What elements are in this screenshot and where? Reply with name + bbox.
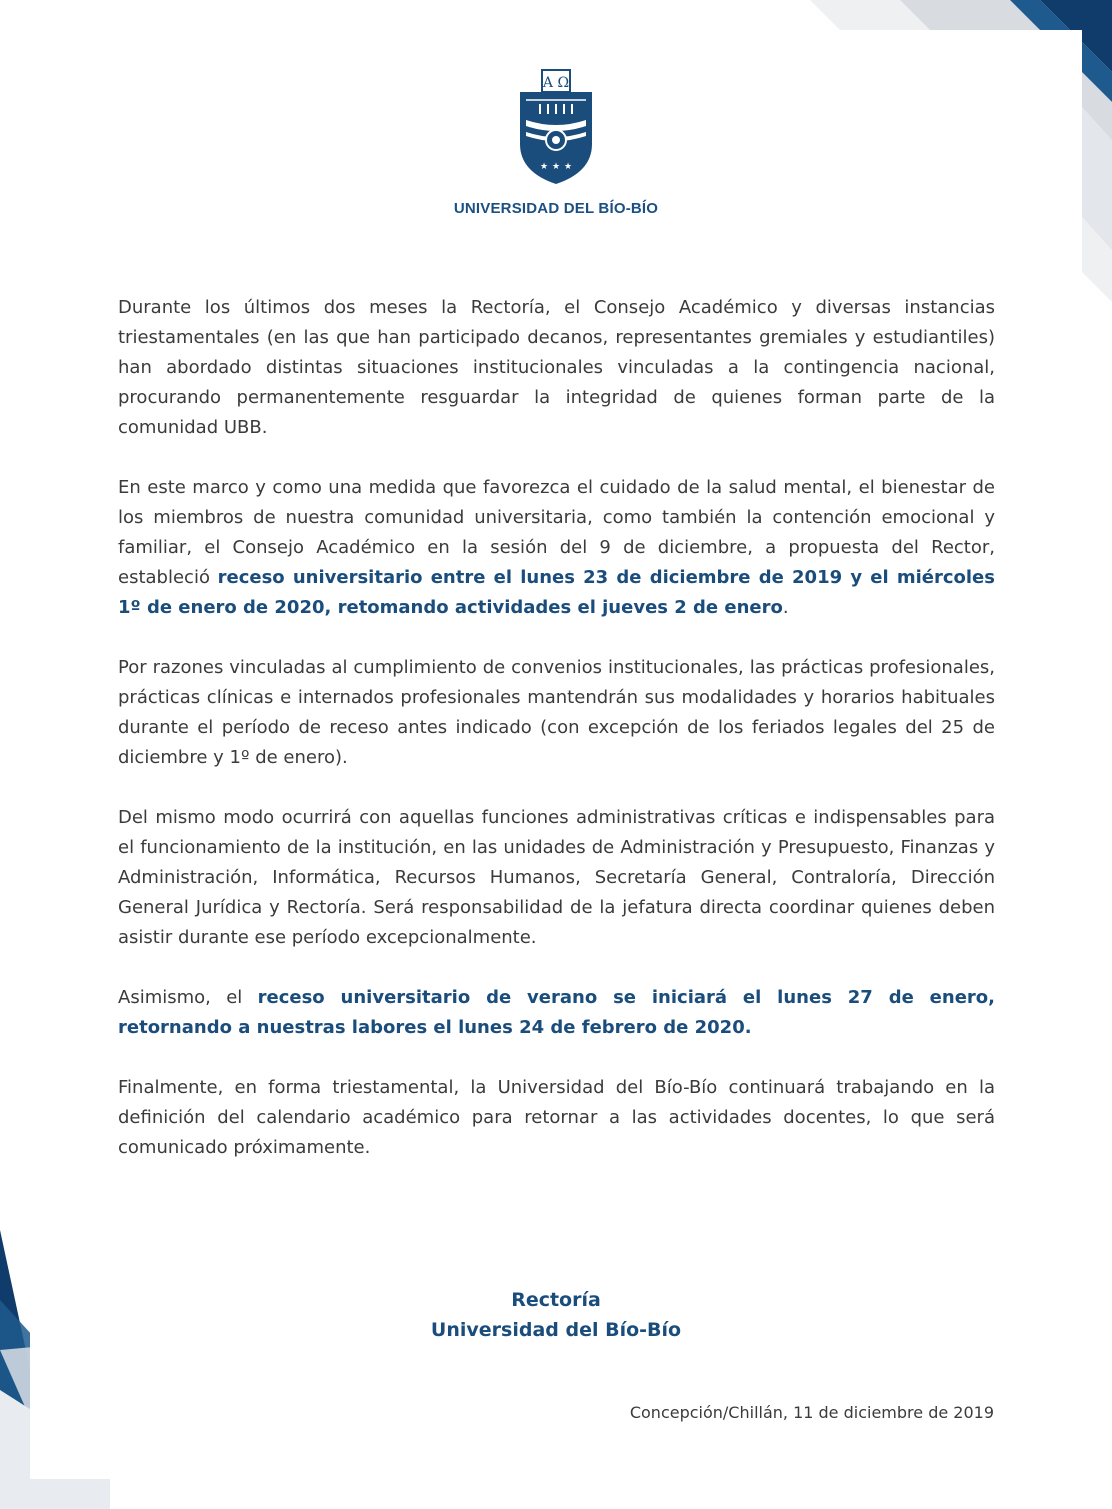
paragraph-2 <box>118 473 995 623</box>
paragraph-2-end: . <box>782 597 789 618</box>
paragraph-2-start: En este marco y como una medida que favorezca el cuidado de la salud mental, el bienestar de los miembros de nuestra comunidad universitaria, como también la contención emocional y familiar, el Consejo Académico en la sesión del 9 de diciembre, a propuesta del Rector, estableció <box>118 477 995 588</box>
university-name: UNIVERSIDAD DEL BÍO-BÍO <box>453 200 659 217</box>
paragraph-5 <box>118 983 995 1043</box>
signature-line-1: Rectoría <box>511 1289 601 1311</box>
paragraph-4: Del mismo modo ocurrirá con aquellas funciones administrativas críticas e indispensables para el funcionamiento de la institución, en las unidades de Administración y Presupuesto, Finanzas y Administración, Informática, Recursos Humanos, Secretaría General, Contraloría, Dirección General Jurídica y Rectoría. Será responsabilidad de la jefatura directa coordinar quienes deben asistir durante ese período excepcionalmente. <box>118 807 995 948</box>
signature-line-2: Universidad del Bío-Bío <box>430 1319 682 1341</box>
letter-body <box>118 293 995 1193</box>
svg-text:★: ★ <box>539 161 549 171</box>
date-line: Concepción/Chillán, 11 de diciembre de 2019 <box>629 1403 994 1422</box>
svg-text:★: ★ <box>563 161 573 171</box>
signature-block <box>0 1285 1112 1345</box>
letterhead <box>0 68 1112 217</box>
paragraph-5-highlight: receso universitario de verano se iniciará el lunes 27 de enero, retornando a nuestras labores el lunes 24 de febrero de 2020. <box>118 987 995 1038</box>
paragraph-3: Por razones vinculadas al cumplimiento de convenios institucionales, las prácticas profesionales, prácticas clínicas e internados profesionales mantendrán sus modalidades y horarios habituales durante el período de receso antes indicado (con excepción de los feriados legales del 25 de diciembre y 1º de enero). <box>118 657 995 768</box>
paragraph-6: Finalmente, en forma triestamental, la Universidad del Bío-Bío continuará trabajando en la definición del calendario académico para retornar a las actividades docentes, lo que será comunicado próximamente. <box>118 1077 995 1158</box>
svg-text:A Ω: A Ω <box>542 75 570 91</box>
paragraph-5-start: Asimismo, el <box>118 987 258 1008</box>
paragraph-2-highlight: receso universitario entre el lunes 23 de diciembre de 2019 y el miércoles 1º de enero de 2020, retomando actividades el jueves 2 de enero <box>118 567 995 618</box>
svg-text:★: ★ <box>551 161 561 171</box>
university-shield-logo <box>516 68 596 186</box>
paragraph-1: Durante los últimos dos meses la Rectoría, el Consejo Académico y diversas instancias triestamentales (en las que han participado decanos, representantes gremiales y estudiantiles) han abordado distintas situaciones institucionales vinculadas a la contingencia nacional, procurando permanentemente resguardar la integridad de quienes forman parte de la comunidad UBB. <box>118 297 995 438</box>
